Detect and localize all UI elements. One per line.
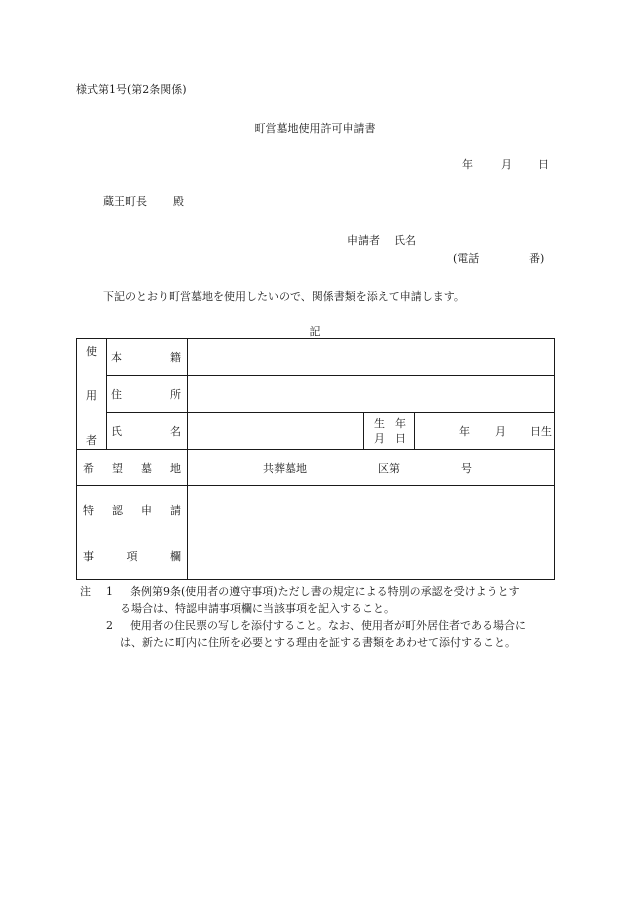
birth-char-tsuki: 月: [374, 431, 385, 445]
jusho-char-1: 住: [111, 387, 122, 401]
date-year: 年: [462, 158, 473, 171]
user-char-3: 者: [86, 434, 97, 447]
addressee-name: 蔵王町長: [103, 195, 147, 208]
tokunin-char-5: 事: [83, 550, 94, 563]
applicant-name-label: 氏名: [394, 234, 416, 247]
tokunin-value-cell[interactable]: [188, 486, 555, 580]
addressee: [103, 193, 184, 209]
phone-open: (電話: [453, 252, 480, 265]
jusho-label-cell: [107, 376, 188, 412]
tokunin-char-4: 請: [170, 504, 181, 517]
phone-close: 番): [529, 252, 545, 265]
birth-char-nen: 年: [395, 416, 406, 430]
kibou-char-3: 墓: [141, 461, 152, 475]
note-item-1: [80, 583, 560, 600]
tokunin-char-1: 特: [83, 504, 94, 517]
shimei-char-1: 氏: [111, 424, 122, 438]
honseki-char-1: 本: [111, 351, 122, 365]
kibou-char-1: 希: [83, 461, 94, 475]
kibou-value-cell[interactable]: [188, 450, 555, 486]
document-title: 町営墓地使用許可申請書: [254, 122, 376, 135]
jusho-value-cell[interactable]: [188, 376, 555, 412]
note-text-1b: る場合は、特認申請事項欄に当該事項を記入すること。: [120, 602, 395, 615]
kibou-char-2: 望: [112, 461, 123, 475]
addressee-honorific: 殿: [173, 195, 184, 208]
applicant-label: 申請者: [347, 234, 380, 247]
birth-char-hi: 日: [395, 431, 406, 445]
applicant-line: [347, 232, 416, 248]
user-group-cell: [77, 339, 107, 450]
ki-heading: 記: [309, 325, 321, 338]
kibou-section: 区第: [378, 462, 400, 475]
birth-month: 月: [495, 425, 506, 439]
kibou-number: 号: [461, 462, 472, 475]
user-char-2: 用: [86, 389, 97, 402]
tokunin-label-cell: [77, 486, 188, 580]
honseki-label-cell: [107, 339, 188, 376]
shimei-label-cell: [107, 412, 188, 449]
jusho-char-2: 所: [170, 387, 181, 401]
note-number-1: 1: [106, 585, 113, 598]
tokunin-char-7: 欄: [170, 550, 181, 563]
kibou-label-cell: [77, 450, 188, 486]
form-number-label: 様式第1号(第2条関係): [76, 83, 187, 96]
notes-label: 注: [80, 585, 91, 598]
kibou-char-4: 地: [170, 461, 181, 475]
notes-section: [80, 583, 560, 651]
shimei-value-cell[interactable]: [188, 412, 364, 449]
note-number-2: 2: [106, 619, 113, 632]
honseki-value-cell[interactable]: [188, 339, 555, 376]
application-table: [76, 338, 555, 580]
request-text: 下記のとおり町営墓地を使用したいので、関係書類を添えて申請します。: [103, 290, 465, 303]
phone-line: [453, 250, 545, 266]
shimei-char-2: 名: [170, 424, 181, 438]
date-month: 月: [501, 158, 512, 171]
birth-char-sei: 生: [374, 416, 385, 430]
tokunin-char-3: 申: [141, 504, 152, 517]
honseki-char-2: 籍: [170, 351, 181, 365]
birth-date-cell[interactable]: [415, 412, 555, 449]
tokunin-char-2: 認: [112, 504, 123, 517]
note-text-2a: 使用者の住民票の写しを添付すること。なお、使用者が町外居住者である場合に: [130, 619, 526, 632]
birth-label-cell: [364, 412, 415, 449]
date-day: 日: [538, 158, 549, 171]
kibou-cemetery: 共葬墓地: [263, 462, 307, 475]
note-text-1a: 条例第9条(使用者の遵守事項)ただし書の規定による特別の承認を受けようとす: [130, 585, 520, 598]
tokunin-char-6: 項: [126, 550, 138, 563]
note-text-2b: は、新たに町内に住所を必要とする理由を証する書類をあわせて添付すること。: [120, 636, 516, 649]
note-item-2: [80, 617, 560, 634]
birth-day: 日生: [530, 425, 552, 439]
birth-year: 年: [459, 425, 470, 439]
user-char-1: 使: [86, 345, 97, 358]
